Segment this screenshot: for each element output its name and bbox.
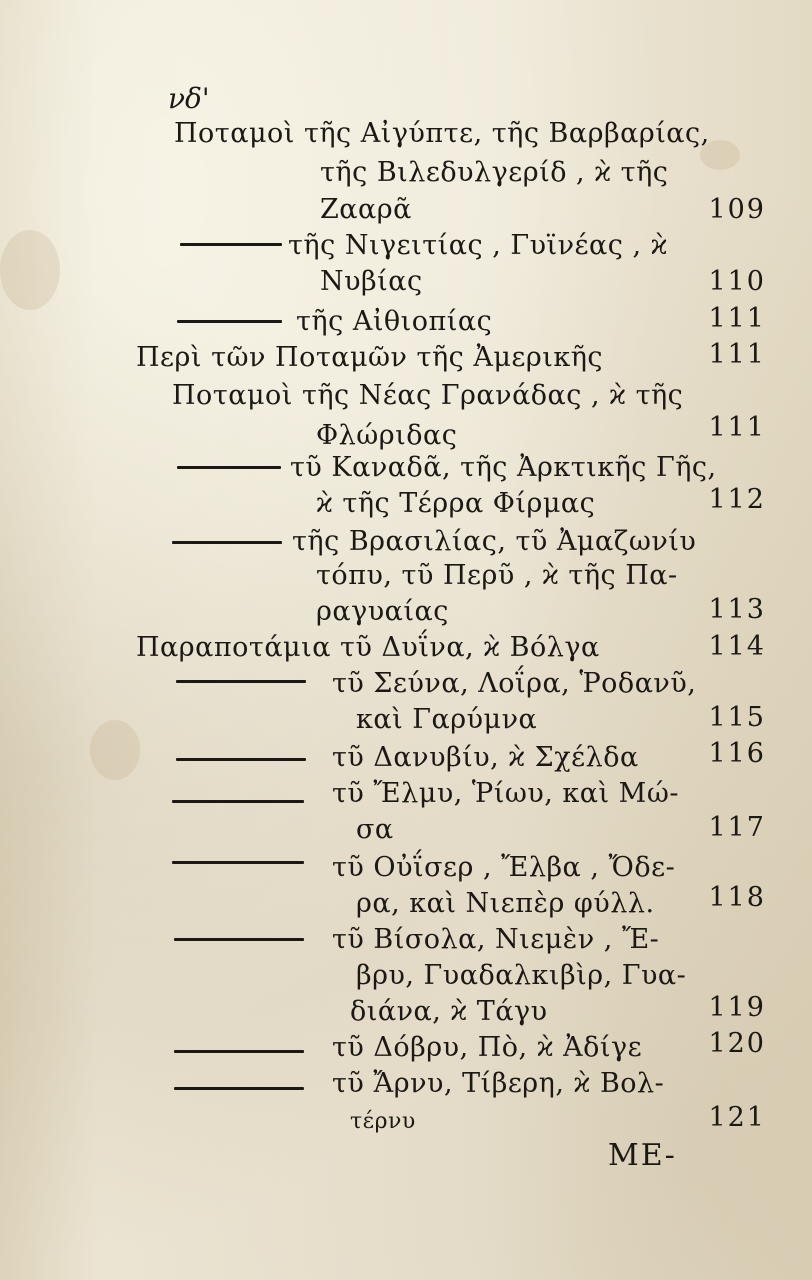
index-entry: καὶ Γαρύμνα: [356, 704, 538, 735]
index-entry: τῦ Δανυβίυ, ϰ̀ Σχέλδα: [332, 742, 639, 773]
ditto-dash: [176, 680, 306, 683]
index-entry: τῦ Βίσολα, Νιεμὲν , Ἔ-: [332, 924, 660, 955]
page-ref: 119: [708, 992, 766, 1023]
index-entry: Ποταμοὶ τῆς Νέας Γρανάδας , ϰ̀ τῆς: [172, 380, 684, 411]
page-ref: 118: [708, 882, 766, 913]
page-ref: 112: [708, 484, 766, 515]
paper-stain: [90, 720, 140, 780]
index-entry: Νυβίας: [320, 266, 423, 297]
page-ref: 111: [708, 339, 766, 370]
index-entry: τῦ Οὐΐσερ , Ἔλβα , Ὄδε-: [332, 852, 676, 883]
index-entry: τῦ Δόβρυ, Πὸ, ϰ̀ Ἀδίγε: [332, 1032, 643, 1063]
page-ref: 111: [708, 303, 766, 334]
ditto-dash: [174, 1050, 304, 1053]
ditto-dash: [180, 243, 282, 246]
page-ref: 117: [708, 812, 766, 843]
page-ref: 121: [708, 1102, 766, 1133]
index-entry: τῦ Σεύνα, Λοΐρα, Ῥοδανῦ,: [332, 668, 697, 699]
page-ref: 120: [708, 1028, 766, 1059]
index-entry: τῆς Βρασιλίας, τῦ Ἀμαζωνίυ: [292, 526, 697, 557]
index-entry: Ζααρᾶ: [320, 194, 412, 225]
index-entry: τῦ Ἄρνυ, Τίβερη, ϰ̀ Βολ-: [332, 1068, 665, 1099]
index-entry: Ποταμοὶ τῆς Αἰγύπτε, τῆς Βαρβαρίας,: [174, 118, 710, 149]
page-ref: 109: [708, 194, 766, 225]
index-entry: τῦ Καναδᾶ, τῆς Ἀρκτικῆς Γῆς,: [290, 452, 717, 483]
index-entry: Παραποτάμια τῦ Δυΐνα, ϰ̀ Βόλγα: [136, 632, 600, 663]
catchword: ΜΕ-: [608, 1138, 677, 1173]
index-entry: ρα, καὶ Νιεπὲρ φύλλ.: [356, 888, 655, 919]
index-entry: Φλώριδας: [316, 420, 458, 451]
index-entry: τῦ Ἔλμυ, Ῥίωυ, καὶ Μώ-: [332, 778, 679, 809]
index-entry: βρυ, Γυαδαλκιβὶρ, Γυα-: [356, 960, 687, 991]
page-number: νδ': [168, 82, 210, 115]
index-entry: ϰ̀ τῆς Τέρρα Φίρμας: [316, 488, 596, 519]
page-ref: 110: [708, 266, 766, 297]
page-ref: 114: [708, 631, 766, 662]
page-ref: 111: [708, 412, 766, 443]
ditto-dash: [177, 466, 281, 469]
index-entry: τῆς Βιλεδυλγερίδ , ϰ̀ τῆς: [320, 157, 669, 188]
index-entry: διάνα, ϰ̀ Τάγυ: [350, 996, 548, 1027]
ditto-dash: [172, 541, 282, 544]
index-entry: ραγυαίας: [316, 596, 449, 627]
page-ref: 116: [708, 738, 766, 769]
index-entry: τόπυ, τῦ Περῦ , ϰ̀ τῆς Πα-: [316, 560, 678, 591]
ditto-dash: [176, 758, 306, 761]
ditto-dash: [172, 800, 304, 803]
paper-stain: [0, 230, 60, 310]
page-ref: 115: [708, 702, 766, 733]
ditto-dash: [177, 320, 282, 323]
index-entry: τῆς Νιγειτίας , Γυϊνέας , ϰ̀: [288, 230, 668, 261]
ditto-dash: [174, 1087, 304, 1090]
ditto-dash: [174, 938, 304, 941]
index-entry: τῆς Αἰθιοπίας: [296, 306, 493, 337]
index-entry: Περὶ τῶν Ποταμῶν τῆς Ἀμερικῆς: [136, 342, 604, 373]
ditto-dash: [172, 861, 304, 864]
index-entry: σα: [356, 814, 394, 845]
index-entry: τέρνυ: [350, 1109, 416, 1134]
page-ref: 113: [708, 594, 766, 625]
